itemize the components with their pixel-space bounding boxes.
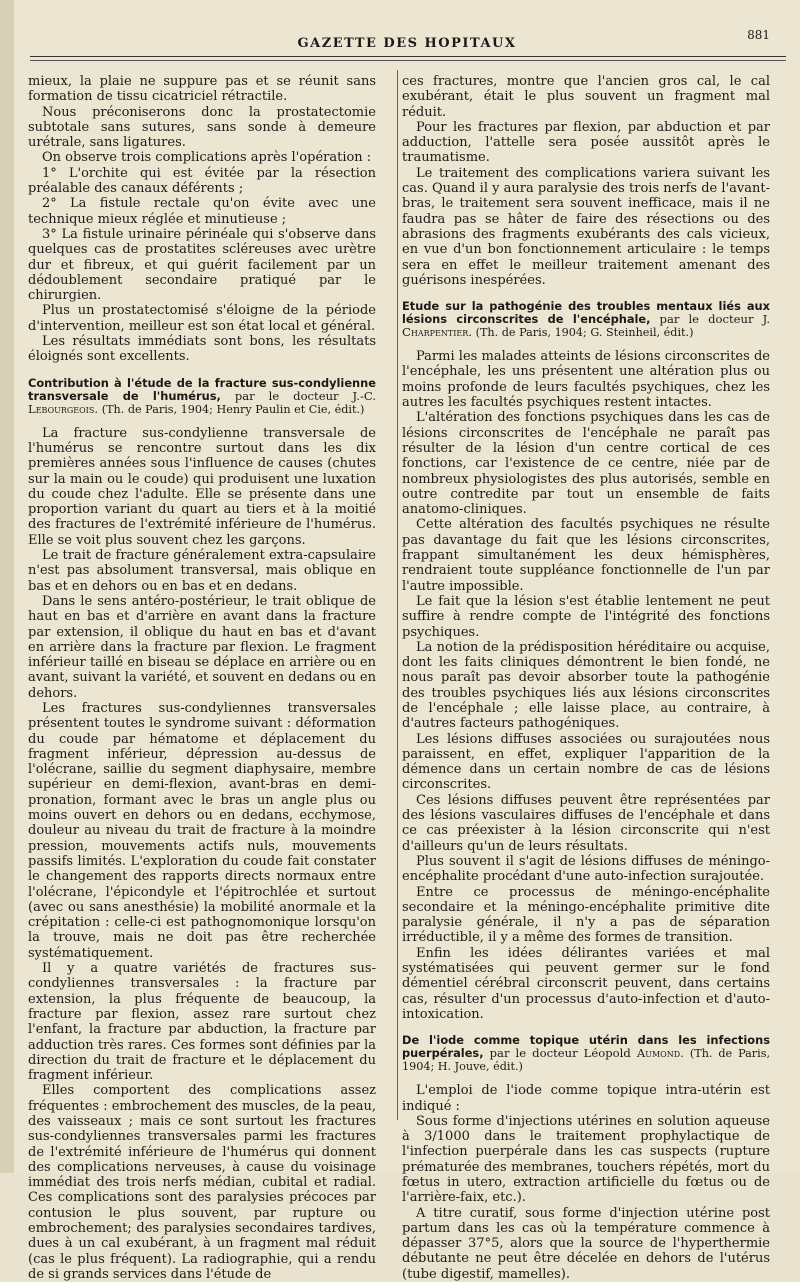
paragraph: Entre ce processus de méningo-encéphalite secondaire et la méningo-encéphalite primitive dite paralysie générale, il n'y a pas de séparation irréductible, il y a même des formes de transition.	[402, 884, 770, 946]
paragraph: Dans le sens antéro-postérieur, le trait oblique de haut en bas et d'arrière en avant dans la fracture par extension, il oblique du haut en bas et d'avant en arrière dans la fracture par flexion. Le fragment inférieur taillé en biseau se déplace en arrière ou en avant, suivant la variété, et souvent en dedans ou en dehors.	[28, 593, 376, 701]
paragraph: ces fractures, montre que l'ancien gros cal, le cal exubérant, était le plus souvent un fragment mal réduit.	[402, 74, 770, 120]
paragraph: 2° La fistule rectale qu'on évite avec une technique mieux réglée et minutieuse ;	[28, 196, 376, 227]
header-rule-thin	[30, 60, 786, 61]
paragraph: 1° L'orchite qui est évitée par la résection préalable des canaux déférents ;	[28, 165, 376, 197]
paragraph: Plus souvent il s'agit de lésions diffuses de méningo-encéphalite procédant d'une auto-infection surajoutée.	[402, 853, 770, 885]
page-binding-edge	[0, 0, 14, 1173]
paragraph: Elles comportent des complications assez fréquentes : embrochement des muscles, de la peau, des vaisseaux ; mais ce sont surtout les fractures sus-condyliennes transversales parmi les fractures de l'extrémité inférieure de l'humérus qui donnent des complications nerveuses, à cause du voisinage immédiat des trois nerfs médian, cubital et radial. Ces complications sont des paralysies précoces par contusion le plus souvent, par rupture ou embrochement; des paralysies secondaires tardives, dues à un cal exubérant, à un fragment mal réduit (cas le plus fréquent). La radiographie, qui a rendu de si grands services dans l'étude de	[28, 1083, 376, 1282]
paragraph: mieux, la plaie ne suppure pas et se réunit sans formation de tissu cicatriciel rétractile.	[28, 74, 376, 105]
paragraph: Le traitement des complications variera suivant les cas. Quand il y aura paralysie des trois nerfs de l'avant-bras, le traitement sera souvent inefficace, mais il ne faudra pas se hâter de faire des résections ou des abrasions des fragments exubérants des cals vicieux, en vue d'un bon fonctionnement articulaire : le temps sera en effet le meilleur traitement amenant des guérisons inespérées.	[402, 165, 770, 288]
author-prefix: par le docteur J.-C.	[234, 388, 377, 403]
paragraph: Les lésions diffuses associées ou surajoutées nous paraissent, en effet, expliquer l'apparition de la démence dans un certain nombre de cas de lésions circonscrites.	[402, 731, 770, 793]
paragraph: Parmi les malades atteints de lésions circonscrites de l'encéphale, les uns présentent une altération plus ou moins profonde de leurs facultés psychiques, chez les autres les facultés psychiques restent intactes.	[402, 349, 770, 411]
author-name: Charpentier.	[402, 325, 472, 340]
paragraph: Le fait que la lésion s'est établie lentement ne peut suffire à rendre compte de l'intégrité des fonctions psychiques.	[402, 593, 770, 640]
author-prefix: par le docteur J.	[659, 312, 771, 327]
author-name: Lebourgeois.	[28, 401, 99, 416]
right-column	[402, 74, 770, 1282]
paragraph: Plus un prostatectomisé s'éloigne de la période d'intervention, meilleur est son état local et général.	[28, 303, 376, 334]
paragraph: Les résultats immédiats sont bons, les résultats éloignés sont excellents.	[28, 334, 376, 365]
paragraph: Ces lésions diffuses peuvent être représentées par des lésions vasculaires diffuses de l'encéphale et dans ce cas préexister à la lésion circonscrite qui n'est d'ailleurs qu'un de leurs résultats.	[402, 792, 770, 854]
paragraph: Les fractures sus-condyliennes transversales présentent toutes le syndrome suivant : déformation du coude par hématome et déplacement du fragment inférieur, dépression au-dessus de l'olécrane, saillie du segment diaphysaire, membre supérieur en demi-flexion, avant-bras en demi-pronation, formant avec le bras un angle plus ou moins ouvert en dehors ou en dedans, ecchymose, douleur au niveau du trait de fracture à la moindre pression, mouvements actifs nuls, mouvements passifs limités. L'exploration du coude fait constater le changement des rapports directs normaux entre l'olécrane, l'épicondyle et l'épitrochlée et surtout (avec ou sans anesthésie) la mobilité anormale et la crépitation : celle-ci est pathognomonique lorsqu'on la trouve, mais ne doit pas être recherchée systématiquement.	[28, 700, 376, 961]
paragraph: L'emploi de l'iode comme topique intra-utérin est indiqué :	[402, 1083, 770, 1114]
paragraph: Cette altération des facultés psychiques ne résulte pas davantage du fait que les lésions circonscrites, frappant simultanément les deux hémisphères, rendraient toute suppléance fonctionnelle de l'un par l'autre impossible.	[402, 517, 770, 594]
header-rule-thick	[30, 56, 786, 57]
paragraph: Il y a quatre variétés de fractures sus-condyliennes transversales : la fracture par extension, la plus fréquente de beaucoup, la fracture par flexion, assez rare surtout chez l'enfant, la fracture par abduction, la fracture par adduction très rares. Ces formes sont définies par la direction du trait de fracture et le déplacement du fragment inférieur.	[28, 961, 376, 1084]
article-heading-fracture	[28, 377, 376, 416]
paragraph: La fracture sus-condylienne transversale de l'humérus se rencontre surtout dans les dix premières années sous l'influence de causes (chutes sur la main ou le coude) qui produisent une luxation du coude chez l'adulte. Elle se présente dans une proportion variant du quart au tiers et à la moitié des fractures de l'extrémité inférieure de l'humérus. Elle se voit plus souvent chez les garçons.	[28, 425, 376, 548]
thesis-reference: (Th. de Paris, 1904; Henry Paulin et Cie, édit.)	[101, 402, 365, 416]
paragraph: Enfin les idées délirantes variées et mal systématisées qui peuvent germer sur le fond démentiel cérébral circonscrit peuvent, dans certains cas, résulter d'un processus d'auto-infection et d'auto-intoxication.	[402, 945, 770, 1022]
thesis-reference: (Th. de Paris, 1904; H. Jouve, édit.)	[402, 1047, 771, 1074]
paragraph: 3° La fistule urinaire périnéale qui s'observe dans quelques cas de prostatites scléreuses avec urètre dur et fibreux, et qui guérit facilement par un dédoublement secondaire pratiqué par le chirurgien.	[28, 226, 376, 304]
page-header	[14, 28, 800, 52]
column-divider	[397, 70, 398, 1120]
author-prefix: par le docteur Léopold	[489, 1046, 631, 1061]
page-number: 881	[747, 28, 770, 42]
thesis-reference: (Th. de Paris, 1904; G. Steinheil, édit.)	[475, 326, 694, 340]
paragraph: On observe trois complications après l'opération :	[42, 150, 372, 166]
journal-title: GAZETTE DES HOPITAUX	[297, 36, 517, 51]
left-column	[28, 74, 376, 1282]
paragraph: Nous préconiserons donc la prostatectomie subtotale sans sutures, sans sonde à demeure urétrale, sans ligatures.	[28, 104, 376, 151]
paragraph: A titre curatif, sous forme d'injection utérine post partum dans les cas où la température commence à dépasser 37°5, alors que la source de l'hyperthermie débutante ne peut être décelée en dehors de l'utérus (tube digestif, mamelles).	[402, 1205, 770, 1282]
paragraph: La notion de la prédisposition héréditaire ou acquise, dont les faits cliniques démontrent le bien fondé, ne nous paraît pas devoir absorber toute la pathogénie des troubles psychiques liés aux lésions circonscrites de l'encéphale ; elle laisse place, au contraire, à d'autres facteurs pathogéniques.	[402, 639, 770, 732]
paragraph: L'altération des fonctions psychiques dans les cas de lésions circonscrites de l'encéphale ne paraît pas résulter de la lésion d'un centre cortical de ces fonctions, car l'existence de ce centre, niée par de nombreux physiologistes des plus autorisés, semble en outre contredite par tout un ensemble de faits anatomo-cliniques.	[402, 410, 770, 518]
article-title: Contribution à l'étude de la fracture sus-condylienne transversale de l'humérus,	[28, 375, 376, 403]
paragraph: Le trait de fracture généralement extra-capsulaire n'est pas absolument transversal, mais oblique en bas et en dehors ou en bas et en dedans.	[28, 548, 376, 594]
paragraph: Pour les fractures par flexion, par abduction et par adduction, l'attelle sera posée aussitôt après le traumatisme.	[402, 119, 770, 166]
article-heading-iode	[402, 1034, 770, 1073]
article-heading-pathogenie	[402, 300, 770, 339]
author-name: Aumond.	[636, 1046, 684, 1061]
article-title: Etude sur la pathogénie des troubles mentaux liés aux lésions circonscrites de l'encéphale,	[402, 299, 770, 327]
paragraph: Sous forme d'injections utérines en solution aqueuse à 3/1000 dans le traitement prophylactique de l'infection puerpérale dans les cas suspects (rupture prématurée des membranes, touchers répétés, mort du fœtus in utero, extraction artificielle du fœtus ou de l'arrière-faix, etc.).	[402, 1113, 770, 1206]
article-title: De l'iode comme topique utérin dans les infections puerpérales,	[402, 1033, 770, 1061]
newspaper-page	[14, 0, 800, 1282]
